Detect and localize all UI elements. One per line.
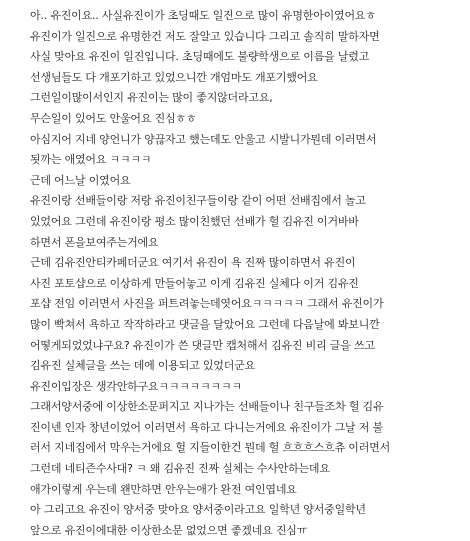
text-line: 근데 어느날 이였어요 [30,173,131,187]
text-line: 무슨일이 있어도 안울어요 진심ㅎㅎ [30,111,197,125]
text-line: 김유진 실체글을 쓰는 데에 이용되고 있었더군요 [30,359,256,373]
text-line: 포샵 전임 이러면서 사진을 퍼트려놓는데엿어요ㅋㅋㅋㅋㅋ 그래서 유진이가 [30,297,384,311]
text-line: 유진이입장은 생각안하구요ㅋㅋㅋㅋㅋㅋㅋㅋ [30,379,242,393]
text-line: 됫까는 애였어요 ㅋㅋㅋㅋ [30,153,152,167]
text-line: 그런일이많이서인지 유진이는 많이 좋지않더라고요, [30,91,273,105]
text-line: 유진이랑 선배들이랑 저랑 유진이친구들이랑 같이 어떤 선배집에서 놀고 [30,194,366,208]
text-line: 있었어요 그런데 유진이랑 평소 많이친했던 선배가 헐 김유진 이거바바 [30,214,359,228]
text-line: 유진이가 일진으로 유명한건 저도 잘알고 있습니다 그리고 솔직히 말하자면 [30,29,380,43]
text-line: 그래서양서중에 이상한소문퍼지고 지나가는 선배들이나 친구들조차 헐 김유 [30,400,384,414]
text-line: 근데 김유진안티카페더군요 여기서 유진이 욕 진짜 많이하면서 유진이 [30,256,356,270]
text-line: 애가이렇게 우는데 왠만하면 안우는애가 완전 여인엽네요 [30,482,297,496]
text-line: 진이넨 인자 창년이었어 이러면서 욕하고 다니는거에요 유진이가 그날 저 불 [30,420,383,434]
text-line: 앞으로 유진이에대한 이상한소문 없었으면 좋겠네요 진심ㅠ [30,523,308,537]
text-line: 아심지어 지네 양언니가 양끊자고 했는데도 안울고 시발니가뭔데 이러면서 [30,132,377,146]
text-line: 선생님들도 다 개포기하고 있었으니깐 개엄마도 개포기했어요 [30,70,318,84]
text-line: 많이 빡쳐서 욕하고 작작하라고 댓글을 달았어요 그런데 다음날에 봐보니깐 [30,317,380,331]
text-line: 사실 맞아요 유진이 일진입니다. 초딩때에도 불량학생으로 이름을 날렸고 [30,50,370,64]
text-line: 러서 지네집에서 막우는거에요 헐 지들이한건 뭔데 헐 흐흐흐스흐츄 이러면서 [30,441,391,455]
text-line: 아.. 유진이요.. 사실유진이가 초딩때도 일진으로 많이 유명한아이였어요ㅎ [30,9,376,22]
text-line: 어떻게되었었냐구요? 유진이가 쓴 댓글만 캡처해서 김유진 비리 글을 쓰고 [30,338,375,352]
text-line: 아 그리고요 유진이 양서중 맞아요 양서중이라고요 일학년 양서중일학년 [30,503,366,517]
post-body [30,6,462,541]
text-line: 사진 포토샵으로 이상하게 만들어놓고 이게 김유진 실체다 이거 김유진 [30,276,359,290]
text-line: 하면서 폰을보여주는거에요 [30,235,159,249]
text-line: 그런데 네티즌수사대? ㅋ 왜 김유진 진짜 실체는 수사안하는데요 [30,462,330,476]
